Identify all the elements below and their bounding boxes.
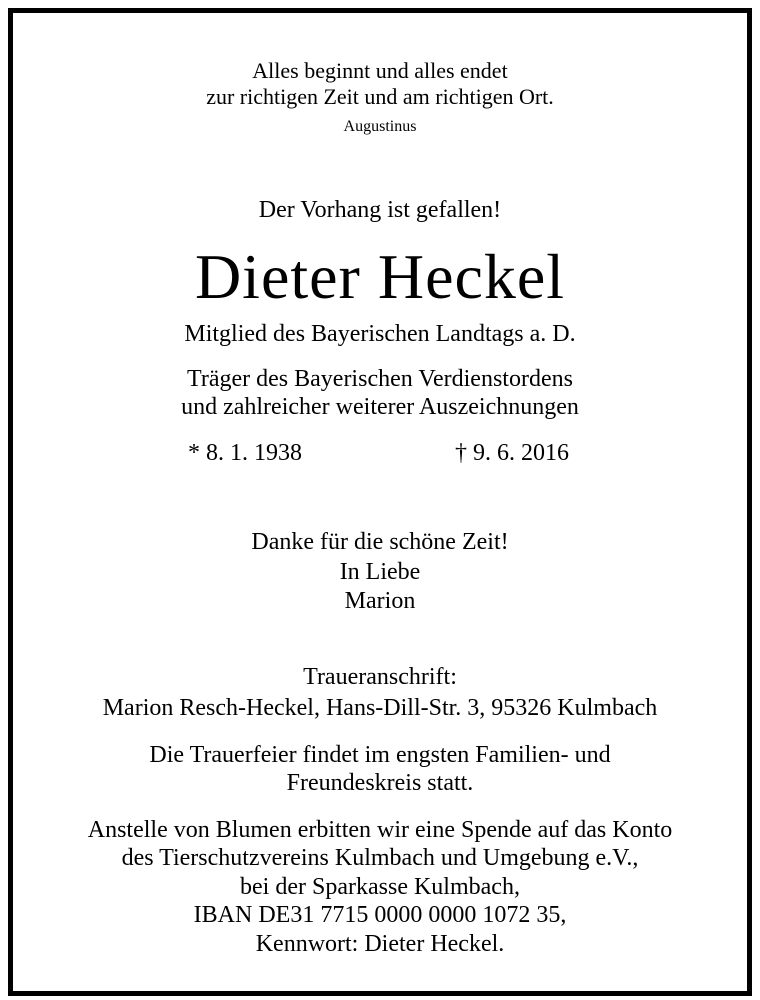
honors-line-2: und zahlreicher weiterer Auszeichnungen (181, 394, 579, 420)
donation-line-3: bei der Sparkasse Kulmbach, (240, 874, 520, 900)
deceased-title: Mitglied des Bayerischen Landtags a. D. (184, 321, 576, 347)
obituary-frame (8, 8, 752, 996)
farewell-line-2: In Liebe (339, 559, 421, 585)
farewell-line-1: Danke für die schöne Zeit! (251, 529, 509, 555)
donation-line-2: des Tierschutzvereins Kulmbach und Umgebung e.V., (121, 845, 639, 871)
quote-line-1: Alles beginnt und alles endet (252, 58, 508, 83)
signature-name: Marion (344, 588, 416, 614)
donation-line-4: IBAN DE31 7715 0000 0000 1072 35, (193, 902, 567, 928)
ceremony-line-1: Die Trauerfeier findet im engsten Familien- und (149, 742, 611, 768)
address-label: Traueranschrift: (303, 664, 457, 690)
death-date: † 9. 6. 2016 (455, 440, 569, 466)
address-value: Marion Resch-Heckel, Hans-Dill-Str. 3, 95326 Kulmbach (102, 695, 658, 721)
ceremony-line-2: Freundeskreis statt. (286, 770, 474, 796)
deceased-name: Dieter Heckel (194, 241, 566, 312)
honors-line-1: Träger des Bayerischen Verdienstordens (187, 366, 573, 392)
donation-line-5: Kennwort: Dieter Heckel. (255, 931, 505, 957)
donation-line-1: Anstelle von Blumen erbitten wir eine Spende auf das Konto (87, 817, 673, 843)
quote-line-2: zur richtigen Zeit und am richtigen Ort. (206, 84, 554, 109)
birth-date: * 8. 1. 1938 (188, 440, 302, 466)
quote-author: Augustinus (343, 118, 417, 135)
intro-text: Der Vorhang ist gefallen! (258, 197, 502, 223)
